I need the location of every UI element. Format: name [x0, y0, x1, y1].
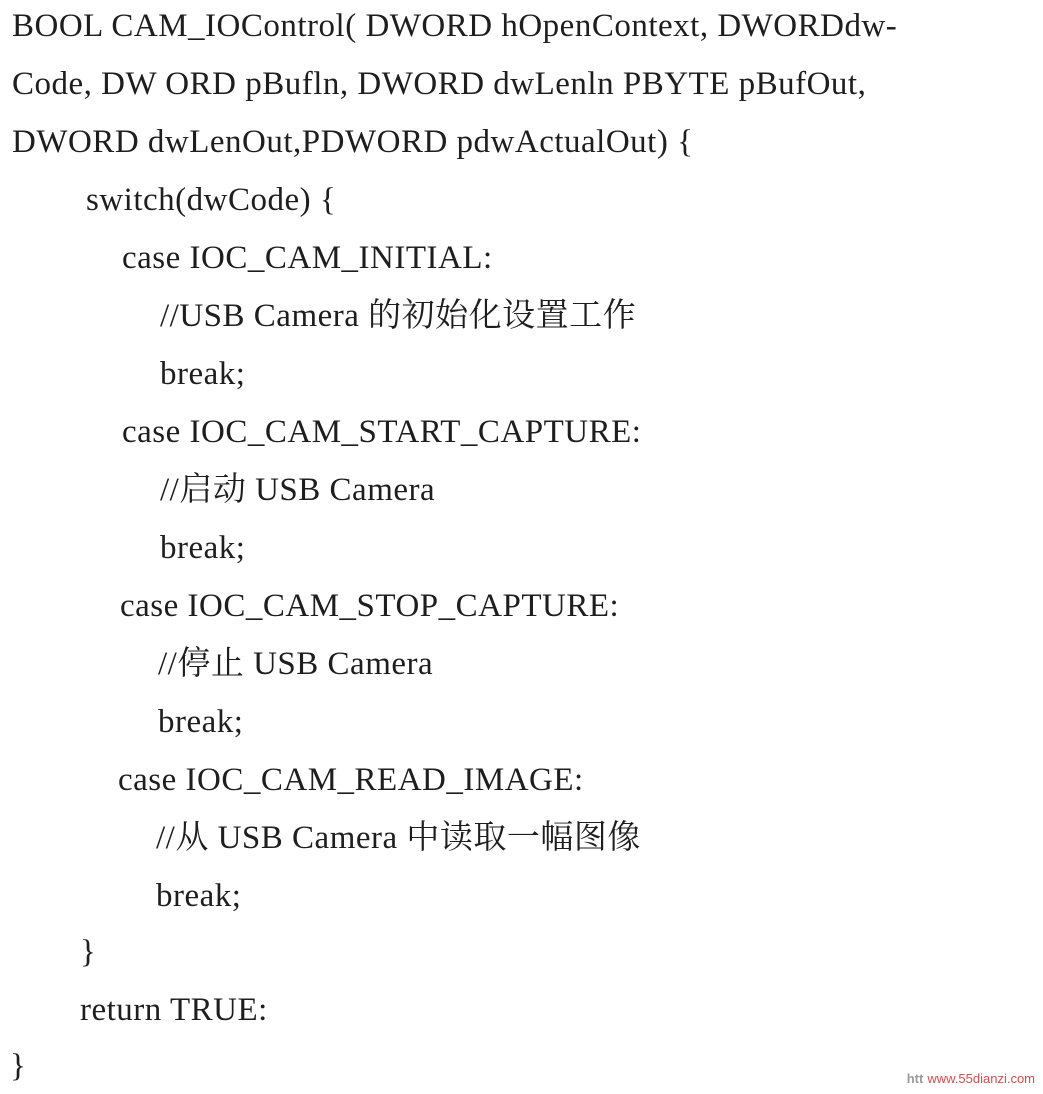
code-line-comment-start: //启动 USB Camera [160, 472, 436, 508]
code-line-function-signature-3: DWORD dwLenOut,PDWORD pdwActualOut) { [12, 124, 694, 160]
code-line-break: break; [160, 530, 246, 566]
code-line-function-signature-2: Code, DW ORD pBufln, DWORD dwLenln PBYTE pBufOut, [12, 66, 867, 102]
code-line-function-signature-1: BOOL CAM_IOControl( DWORD hOpenContext, DWORDdw- [12, 8, 898, 44]
code-line-case-stop-capture: case IOC_CAM_STOP_CAPTURE: [120, 588, 620, 624]
code-line-break: break; [156, 878, 242, 914]
code-line-switch: switch(dwCode) { [86, 182, 337, 218]
code-line-switch-close-brace: } [80, 934, 97, 970]
code-line-comment-stop: //停止 USB Camera [158, 646, 434, 682]
code-line-break: break; [158, 704, 244, 740]
watermark-prefix: htt [906, 1071, 924, 1086]
watermark-url: www.55dianzi.com [927, 1071, 1035, 1086]
watermark [907, 1071, 1035, 1086]
code-line-comment-read: //从 USB Camera 中读取一幅图像 [156, 820, 641, 856]
code-line-function-close-brace: } [10, 1048, 27, 1084]
code-line-case-start-capture: case IOC_CAM_START_CAPTURE: [122, 414, 642, 450]
code-line-return: return TRUE: [80, 992, 268, 1028]
code-line-case-read-image: case IOC_CAM_READ_IMAGE: [118, 762, 584, 798]
code-line-break: break; [160, 356, 246, 392]
code-line-case-initial: case IOC_CAM_INITIAL: [122, 240, 493, 276]
code-line-comment-initial: //USB Camera 的初始化设置工作 [160, 298, 637, 334]
